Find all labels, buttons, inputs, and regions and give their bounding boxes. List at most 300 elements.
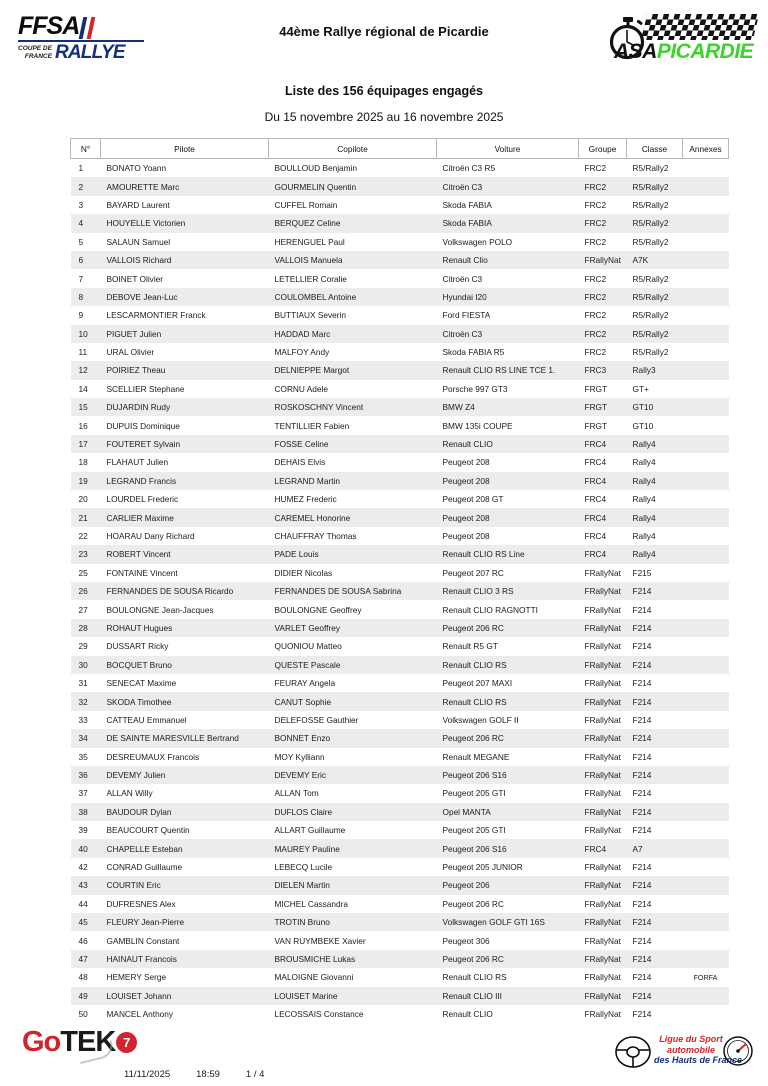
cell-classe: F214 bbox=[627, 766, 683, 784]
cell-groupe: FRC4 bbox=[579, 508, 627, 526]
cell-classe: F214 bbox=[632, 641, 652, 652]
cell-copilote: LECOSSAIS Constance bbox=[274, 1009, 364, 1020]
table-row bbox=[71, 656, 729, 674]
cell-num: 1 bbox=[78, 163, 84, 174]
cell-annexes bbox=[683, 251, 729, 269]
cell-copilote: MOY Kylliann bbox=[274, 751, 325, 762]
cell-classe: A7K bbox=[627, 251, 683, 269]
cell-annexes bbox=[683, 987, 729, 1005]
cell-groupe: FRallyNat bbox=[584, 788, 621, 799]
ffsa-wordmark: FFSA bbox=[18, 12, 80, 40]
cell-pilote: SENECAT Maxime bbox=[106, 678, 177, 689]
cell-num: 44 bbox=[78, 898, 88, 909]
cell-pilote: DESREUMAUX Francois bbox=[106, 751, 200, 762]
cell-copilote: HERENGUEL Paul bbox=[274, 236, 345, 247]
cell-pilote: SALAUN Samuel bbox=[106, 236, 171, 247]
cell-num: 7 bbox=[78, 273, 84, 284]
cell-voiture: Peugeot 205 JUNIOR bbox=[442, 862, 523, 873]
cell-pilote: MANCEL Anthony bbox=[106, 1009, 174, 1020]
cell-voiture: Citroën C3 bbox=[437, 177, 579, 195]
cell-annexes bbox=[683, 159, 729, 178]
cell-groupe: FRC4 bbox=[579, 839, 627, 857]
cell-groupe: FRC2 bbox=[584, 273, 607, 284]
cell-pilote: DUFRESNES Alex bbox=[106, 898, 176, 909]
cell-annexes bbox=[683, 711, 729, 729]
cell-annexes bbox=[683, 637, 729, 655]
cell-annexes bbox=[683, 729, 729, 747]
cell-voiture: Skoda FABIA bbox=[442, 199, 492, 210]
cell-num: 21 bbox=[71, 508, 101, 526]
cell-groupe: FRC2 bbox=[579, 177, 627, 195]
cell-annexes bbox=[683, 931, 729, 949]
cell-pilote: PIGUET Julien bbox=[101, 325, 269, 343]
table-row bbox=[71, 269, 729, 287]
cell-groupe: FRC3 bbox=[579, 361, 627, 379]
ligue-line3: des Hauts de France bbox=[654, 1055, 743, 1065]
cell-groupe: FRC2 bbox=[584, 347, 607, 358]
table-row bbox=[71, 987, 729, 1005]
cell-annexes bbox=[683, 453, 729, 471]
cell-classe: F214 bbox=[632, 604, 652, 615]
cell-voiture: Peugeot 206 RC bbox=[437, 619, 579, 637]
cell-copilote: ROSKOSCHNY Vincent bbox=[269, 398, 437, 416]
footer-date: 11/11/2025 bbox=[124, 1069, 171, 1080]
cell-annexes bbox=[683, 950, 729, 968]
cell-num: 17 bbox=[71, 435, 101, 453]
cell-copilote: TENTILLIER Fabien bbox=[274, 420, 350, 431]
table-row bbox=[71, 858, 729, 876]
cell-classe: GT10 bbox=[632, 420, 654, 431]
cell-voiture: Renault CLIO 3 RS bbox=[437, 582, 579, 600]
cell-classe: Rally4 bbox=[632, 531, 656, 541]
cell-copilote: BROUSMICHE Lukas bbox=[269, 950, 437, 968]
table-row bbox=[71, 582, 729, 600]
cell-copilote: BOULONGNE Geoffrey bbox=[274, 604, 362, 615]
cell-voiture: BMW 135i COUPE bbox=[442, 420, 513, 431]
table-row bbox=[71, 748, 729, 766]
cell-annexes bbox=[683, 545, 729, 563]
cell-voiture: Renault Clio bbox=[437, 251, 579, 269]
cell-num: 38 bbox=[71, 803, 101, 821]
cell-num: 22 bbox=[78, 531, 88, 541]
cell-annexes bbox=[683, 361, 729, 379]
cell-num: 36 bbox=[71, 766, 101, 784]
cell-voiture: Peugeot 206 S16 bbox=[437, 839, 579, 857]
cell-groupe: FRC2 bbox=[579, 288, 627, 306]
cell-voiture: Renault CLIO bbox=[437, 435, 579, 453]
cell-groupe: FRC4 bbox=[579, 472, 627, 490]
cell-groupe: FRallyNat bbox=[584, 972, 621, 983]
cell-classe: F214 bbox=[627, 582, 683, 600]
cell-classe: F214 bbox=[627, 913, 683, 931]
cell-voiture: Renault CLIO RS Line bbox=[437, 545, 579, 563]
cell-annexes bbox=[683, 398, 729, 416]
cell-voiture: Peugeot 206 bbox=[437, 876, 579, 894]
cell-annexes bbox=[683, 839, 729, 857]
cell-classe: F214 bbox=[632, 714, 652, 725]
table-header-row bbox=[71, 139, 729, 159]
cell-num: 33 bbox=[78, 714, 88, 725]
cell-num: 43 bbox=[71, 876, 101, 894]
cell-pilote: URAL Olivier bbox=[106, 347, 155, 358]
table-row bbox=[71, 490, 729, 508]
cell-pilote: HOARAU Dany Richard bbox=[106, 531, 195, 541]
cell-annexes: FORFA bbox=[693, 972, 718, 982]
table-row bbox=[71, 196, 729, 214]
table-row bbox=[71, 472, 729, 490]
footer-page-number: 1 / 4 bbox=[245, 1069, 265, 1080]
cell-pilote: AMOURETTE Marc bbox=[101, 177, 269, 195]
cell-copilote: BONNET Enzo bbox=[269, 729, 437, 747]
cell-voiture: Renault CLIO RS LINE TCE 1. bbox=[437, 361, 579, 379]
page-footer bbox=[0, 1020, 768, 1086]
cell-groupe: FRallyNat bbox=[579, 913, 627, 931]
cell-pilote: CARLIER Maxime bbox=[101, 508, 269, 526]
cell-annexes bbox=[683, 343, 729, 361]
table-row bbox=[71, 637, 729, 655]
cell-groupe: FRGT bbox=[584, 383, 608, 394]
cell-copilote: CAREMEL Honorine bbox=[269, 508, 437, 526]
cell-voiture: Peugeot 207 MAXI bbox=[442, 678, 513, 689]
asa-text: ASA bbox=[614, 40, 657, 63]
table-row bbox=[71, 564, 729, 582]
cell-pilote: CHAPELLE Esteban bbox=[101, 839, 269, 857]
cell-annexes bbox=[683, 306, 729, 324]
cell-voiture: Renault CLIO RAGNOTTI bbox=[442, 604, 538, 615]
cell-voiture: Citroën C3 bbox=[437, 325, 579, 343]
cell-voiture: Renault CLIO RS bbox=[442, 972, 507, 983]
cell-classe: F215 bbox=[632, 567, 652, 578]
cell-groupe: FRC4 bbox=[584, 457, 607, 468]
ffsa-coupe-text bbox=[18, 45, 52, 60]
cell-copilote: MAUREY Pauline bbox=[269, 839, 437, 857]
table-row bbox=[71, 453, 729, 471]
cell-copilote: CUFFEL Romain bbox=[274, 199, 338, 210]
cell-voiture: Citroën C3 bbox=[442, 273, 483, 284]
cell-num: 46 bbox=[78, 935, 88, 946]
cell-groupe: FRallyNat bbox=[584, 751, 621, 762]
cell-classe: F214 bbox=[632, 972, 652, 983]
table-row bbox=[71, 380, 729, 398]
cell-pilote: BAYARD Laurent bbox=[106, 199, 170, 210]
cell-groupe: FRallyNat bbox=[579, 950, 627, 968]
cell-groupe: FRGT bbox=[579, 398, 627, 416]
ligue-wordmark bbox=[654, 1034, 743, 1066]
cell-classe: Rally4 bbox=[627, 472, 683, 490]
cell-voiture: Hyundai I20 bbox=[437, 288, 579, 306]
cell-copilote: DEVEMY Eric bbox=[269, 766, 437, 784]
cell-annexes bbox=[683, 196, 729, 214]
cell-groupe: FRallyNat bbox=[584, 825, 621, 836]
cell-classe: R5/Rally2 bbox=[627, 177, 683, 195]
cell-pilote: BEAUCOURT Quentin bbox=[106, 825, 190, 836]
cell-copilote: BERQUEZ Celine bbox=[269, 214, 437, 232]
steering-wheel-icon bbox=[614, 1035, 652, 1069]
speedometer-icon bbox=[722, 1035, 754, 1067]
cell-num: 18 bbox=[78, 457, 88, 468]
cell-copilote: DUFLOS Claire bbox=[269, 803, 437, 821]
entrants-table-container bbox=[70, 138, 722, 1023]
cell-copilote: FOSSE Celine bbox=[269, 435, 437, 453]
cell-num: 3 bbox=[78, 199, 84, 210]
ffsa-rallye-text: RALLYE bbox=[54, 42, 125, 63]
table-row bbox=[71, 398, 729, 416]
cell-classe: F214 bbox=[627, 656, 683, 674]
cell-classe: R5/Rally2 bbox=[632, 163, 669, 174]
table-row bbox=[71, 674, 729, 692]
cell-copilote: GOURMELIN Quentin bbox=[269, 177, 437, 195]
cell-groupe: FRC4 bbox=[579, 435, 627, 453]
picardie-text: PICARDIE bbox=[656, 40, 754, 63]
column-header-pilote: Pilote bbox=[101, 139, 269, 159]
cell-pilote: ROBERT Vincent bbox=[101, 545, 269, 563]
cell-classe: F214 bbox=[627, 950, 683, 968]
cell-annexes bbox=[683, 766, 729, 784]
cell-voiture: Peugeot 306 bbox=[442, 935, 490, 946]
cell-num: 45 bbox=[71, 913, 101, 931]
cell-annexes bbox=[683, 582, 729, 600]
cell-annexes bbox=[683, 527, 729, 545]
gotek-go-text: Go bbox=[22, 1026, 61, 1058]
cell-copilote: HADDAD Marc bbox=[269, 325, 437, 343]
cell-num: 26 bbox=[71, 582, 101, 600]
cell-voiture: Citroën C3 R5 bbox=[442, 163, 496, 174]
cell-voiture: Volkswagen GOLF II bbox=[442, 714, 519, 725]
cell-annexes bbox=[683, 288, 729, 306]
table-row bbox=[71, 159, 729, 178]
cell-pilote: ALLAN Willy bbox=[106, 788, 153, 799]
asa-picardie-wordmark bbox=[614, 41, 753, 62]
cell-voiture: Peugeot 206 RC bbox=[437, 729, 579, 747]
cell-voiture: Volkswagen GOLF GTI 16S bbox=[437, 913, 579, 931]
table-row bbox=[71, 545, 729, 563]
cell-pilote: DEVEMY Julien bbox=[101, 766, 269, 784]
cell-num: 28 bbox=[71, 619, 101, 637]
footer-time: 18:59 bbox=[196, 1069, 220, 1080]
cell-pilote: HOUYELLE Victorien bbox=[101, 214, 269, 232]
table-row bbox=[71, 214, 729, 232]
cell-copilote: VAN RUYMBEKE Xavier bbox=[274, 935, 366, 946]
cell-classe: R5/Rally2 bbox=[632, 273, 669, 284]
cell-groupe: FRallyNat bbox=[579, 656, 627, 674]
cell-pilote: CATTEAU Emmanuel bbox=[106, 714, 187, 725]
cell-annexes bbox=[683, 913, 729, 931]
cell-voiture: Skoda FABIA R5 bbox=[442, 347, 505, 358]
cell-num: 14 bbox=[78, 383, 88, 394]
date-range: Du 15 novembre 2025 au 16 novembre 2025 bbox=[264, 110, 504, 124]
cell-voiture: Peugeot 208 bbox=[437, 508, 579, 526]
cell-num: 48 bbox=[78, 972, 88, 983]
cell-pilote: LEGRAND Francis bbox=[101, 472, 269, 490]
table-row bbox=[71, 361, 729, 379]
ligue-sport-automobile-logo bbox=[614, 1032, 754, 1074]
cell-copilote: DEHAIS Elvis bbox=[274, 457, 326, 468]
cell-copilote: BOULLOUD Benjamin bbox=[274, 163, 358, 174]
cell-classe: F214 bbox=[627, 987, 683, 1005]
cell-groupe: FRallyNat bbox=[579, 619, 627, 637]
cell-annexes bbox=[683, 656, 729, 674]
column-header-groupe: Groupe bbox=[579, 139, 627, 159]
cell-classe: F214 bbox=[627, 729, 683, 747]
table-row bbox=[71, 931, 729, 949]
cell-annexes bbox=[683, 508, 729, 526]
table-row bbox=[71, 968, 729, 986]
cell-num: 16 bbox=[78, 420, 88, 431]
table-row bbox=[71, 803, 729, 821]
cell-annexes bbox=[683, 858, 729, 876]
cell-annexes bbox=[683, 435, 729, 453]
cell-pilote: ROHAUT Hugues bbox=[101, 619, 269, 637]
cell-classe: F214 bbox=[632, 898, 652, 909]
cell-annexes bbox=[683, 692, 729, 710]
table-row bbox=[71, 288, 729, 306]
cell-copilote: LOUISET Marine bbox=[269, 987, 437, 1005]
cell-groupe: FRallyNat bbox=[584, 862, 621, 873]
cell-annexes bbox=[683, 895, 729, 913]
table-row bbox=[71, 913, 729, 931]
cell-num: 15 bbox=[71, 398, 101, 416]
cell-annexes bbox=[683, 380, 729, 398]
cell-pilote: POIRIEZ Theau bbox=[101, 361, 269, 379]
cell-groupe: FRallyNat bbox=[584, 641, 621, 652]
table-row bbox=[71, 435, 729, 453]
cell-annexes bbox=[683, 784, 729, 802]
cell-num: 12 bbox=[71, 361, 101, 379]
ffsa-coupe-line2: FRANCE bbox=[24, 52, 52, 60]
cell-groupe: FRC4 bbox=[584, 531, 607, 541]
cell-pilote: DE SAINTE MARESVILLE Bertrand bbox=[101, 729, 269, 747]
cell-copilote: FEURAY Angela bbox=[274, 678, 336, 689]
cell-annexes bbox=[683, 821, 729, 839]
table-header bbox=[71, 139, 729, 159]
cell-copilote: CANUT Sophie bbox=[269, 692, 437, 710]
cell-num: 25 bbox=[78, 567, 88, 578]
cell-pilote: LOURDEL Frederic bbox=[106, 494, 179, 505]
cell-voiture: Renault CLIO RS bbox=[437, 656, 579, 674]
cell-num: 35 bbox=[78, 751, 88, 762]
cell-voiture: Peugeot 206 RC bbox=[442, 898, 504, 909]
cell-voiture: Peugeot 206 S16 bbox=[437, 766, 579, 784]
cell-num: 49 bbox=[71, 987, 101, 1005]
cell-annexes bbox=[683, 564, 729, 582]
cell-copilote: LEBECQ Lucile bbox=[274, 862, 333, 873]
cell-num: 50 bbox=[78, 1009, 88, 1020]
cell-pilote: BOINET Olivier bbox=[106, 273, 164, 284]
cell-pilote: FONTAINE Vincent bbox=[106, 567, 178, 578]
cell-pilote: DUPUIS Dominique bbox=[106, 420, 180, 431]
cell-groupe: FRallyNat bbox=[579, 729, 627, 747]
cell-num: 11 bbox=[78, 347, 88, 358]
cell-voiture: Opel MANTA bbox=[437, 803, 579, 821]
cell-annexes bbox=[683, 177, 729, 195]
cell-num: 2 bbox=[71, 177, 101, 195]
cell-num: 8 bbox=[71, 288, 101, 306]
cell-classe: Rally4 bbox=[632, 494, 656, 505]
column-header-copilote: Copilote bbox=[269, 139, 437, 159]
cell-num: 10 bbox=[71, 325, 101, 343]
table-row bbox=[71, 343, 729, 361]
cell-copilote: HUMEZ Frederic bbox=[274, 494, 337, 505]
cell-classe: Rally3 bbox=[627, 361, 683, 379]
cell-pilote: BOULONGNE Jean-Jacques bbox=[106, 604, 214, 615]
cell-pilote: LOUISET Johann bbox=[101, 987, 269, 1005]
cell-copilote: VARLET Geoffrey bbox=[269, 619, 437, 637]
cell-classe: F214 bbox=[632, 751, 652, 762]
cell-classe: A7 bbox=[627, 839, 683, 857]
cell-groupe: FRallyNat bbox=[584, 567, 621, 578]
cell-classe: F214 bbox=[632, 788, 652, 799]
gotek-seven-badge: 7 bbox=[116, 1032, 137, 1053]
cell-classe: Rally4 bbox=[627, 435, 683, 453]
cell-voiture: Ford FIESTA bbox=[442, 310, 491, 321]
table-row bbox=[71, 821, 729, 839]
cell-num: 5 bbox=[78, 236, 84, 247]
cell-pilote: SCELLIER Stephane bbox=[106, 383, 185, 394]
cell-groupe: FRallyNat bbox=[579, 692, 627, 710]
cell-groupe: FRGT bbox=[584, 420, 608, 431]
table-row bbox=[71, 876, 729, 894]
table-body bbox=[71, 159, 729, 1024]
cell-groupe: FRC2 bbox=[579, 214, 627, 232]
cell-classe: R5/Rally2 bbox=[627, 288, 683, 306]
table-row bbox=[71, 692, 729, 710]
cell-annexes bbox=[683, 876, 729, 894]
cell-copilote: LEGRAND Martin bbox=[269, 472, 437, 490]
cell-num: 32 bbox=[71, 692, 101, 710]
cell-groupe: FRallyNat bbox=[579, 876, 627, 894]
cell-groupe: FRallyNat bbox=[584, 714, 621, 725]
cell-annexes bbox=[683, 490, 729, 508]
cell-groupe: FRC4 bbox=[584, 494, 607, 505]
table-row bbox=[71, 325, 729, 343]
column-header-voiture: Voiture bbox=[437, 139, 579, 159]
cell-groupe: FRallyNat bbox=[584, 604, 621, 615]
cell-pilote: VALLOIS Richard bbox=[101, 251, 269, 269]
cell-classe: F214 bbox=[632, 1009, 652, 1020]
cell-copilote: MALFOY Andy bbox=[274, 347, 330, 358]
cell-voiture: Peugeot 208 bbox=[442, 457, 490, 468]
cell-groupe: FRC4 bbox=[579, 545, 627, 563]
cell-groupe: FRallyNat bbox=[579, 987, 627, 1005]
cell-num: 47 bbox=[71, 950, 101, 968]
cell-pilote: FLAHAUT Julien bbox=[106, 457, 169, 468]
cell-classe: F214 bbox=[627, 876, 683, 894]
cell-groupe: FRallyNat bbox=[579, 803, 627, 821]
cell-voiture: Renault CLIO RS bbox=[437, 692, 579, 710]
cell-classe: GT+ bbox=[632, 383, 649, 394]
cell-pilote: BOCQUET Bruno bbox=[101, 656, 269, 674]
cell-pilote: FERNANDES DE SOUSA Ricardo bbox=[101, 582, 269, 600]
cell-annexes bbox=[683, 619, 729, 637]
cell-copilote: TROTIN Bruno bbox=[269, 913, 437, 931]
cell-groupe: FRC2 bbox=[584, 236, 607, 247]
cell-pilote: FLEURY Jean-Pierre bbox=[101, 913, 269, 931]
cell-pilote: FOUTERET Sylvain bbox=[101, 435, 269, 453]
cell-copilote: DELEFOSSE Gauthier bbox=[274, 714, 359, 725]
cell-classe: R5/Rally2 bbox=[632, 347, 669, 358]
cell-classe: R5/Rally2 bbox=[632, 310, 669, 321]
cell-annexes bbox=[683, 325, 729, 343]
column-header-annexes: Annexes bbox=[683, 139, 729, 159]
cell-voiture: BMW Z4 bbox=[437, 398, 579, 416]
cell-groupe: FRallyNat bbox=[584, 935, 621, 946]
ligue-line1: Ligue du Sport bbox=[659, 1034, 723, 1044]
cell-copilote: ALLAN Tom bbox=[274, 788, 319, 799]
cell-pilote: DUSSART Ricky bbox=[106, 641, 169, 652]
cell-pilote: LESCARMONTIER Franck bbox=[106, 310, 206, 321]
cell-pilote: CONRAD Guillaume bbox=[106, 862, 183, 873]
cell-copilote: CORNU Adele bbox=[274, 383, 328, 394]
